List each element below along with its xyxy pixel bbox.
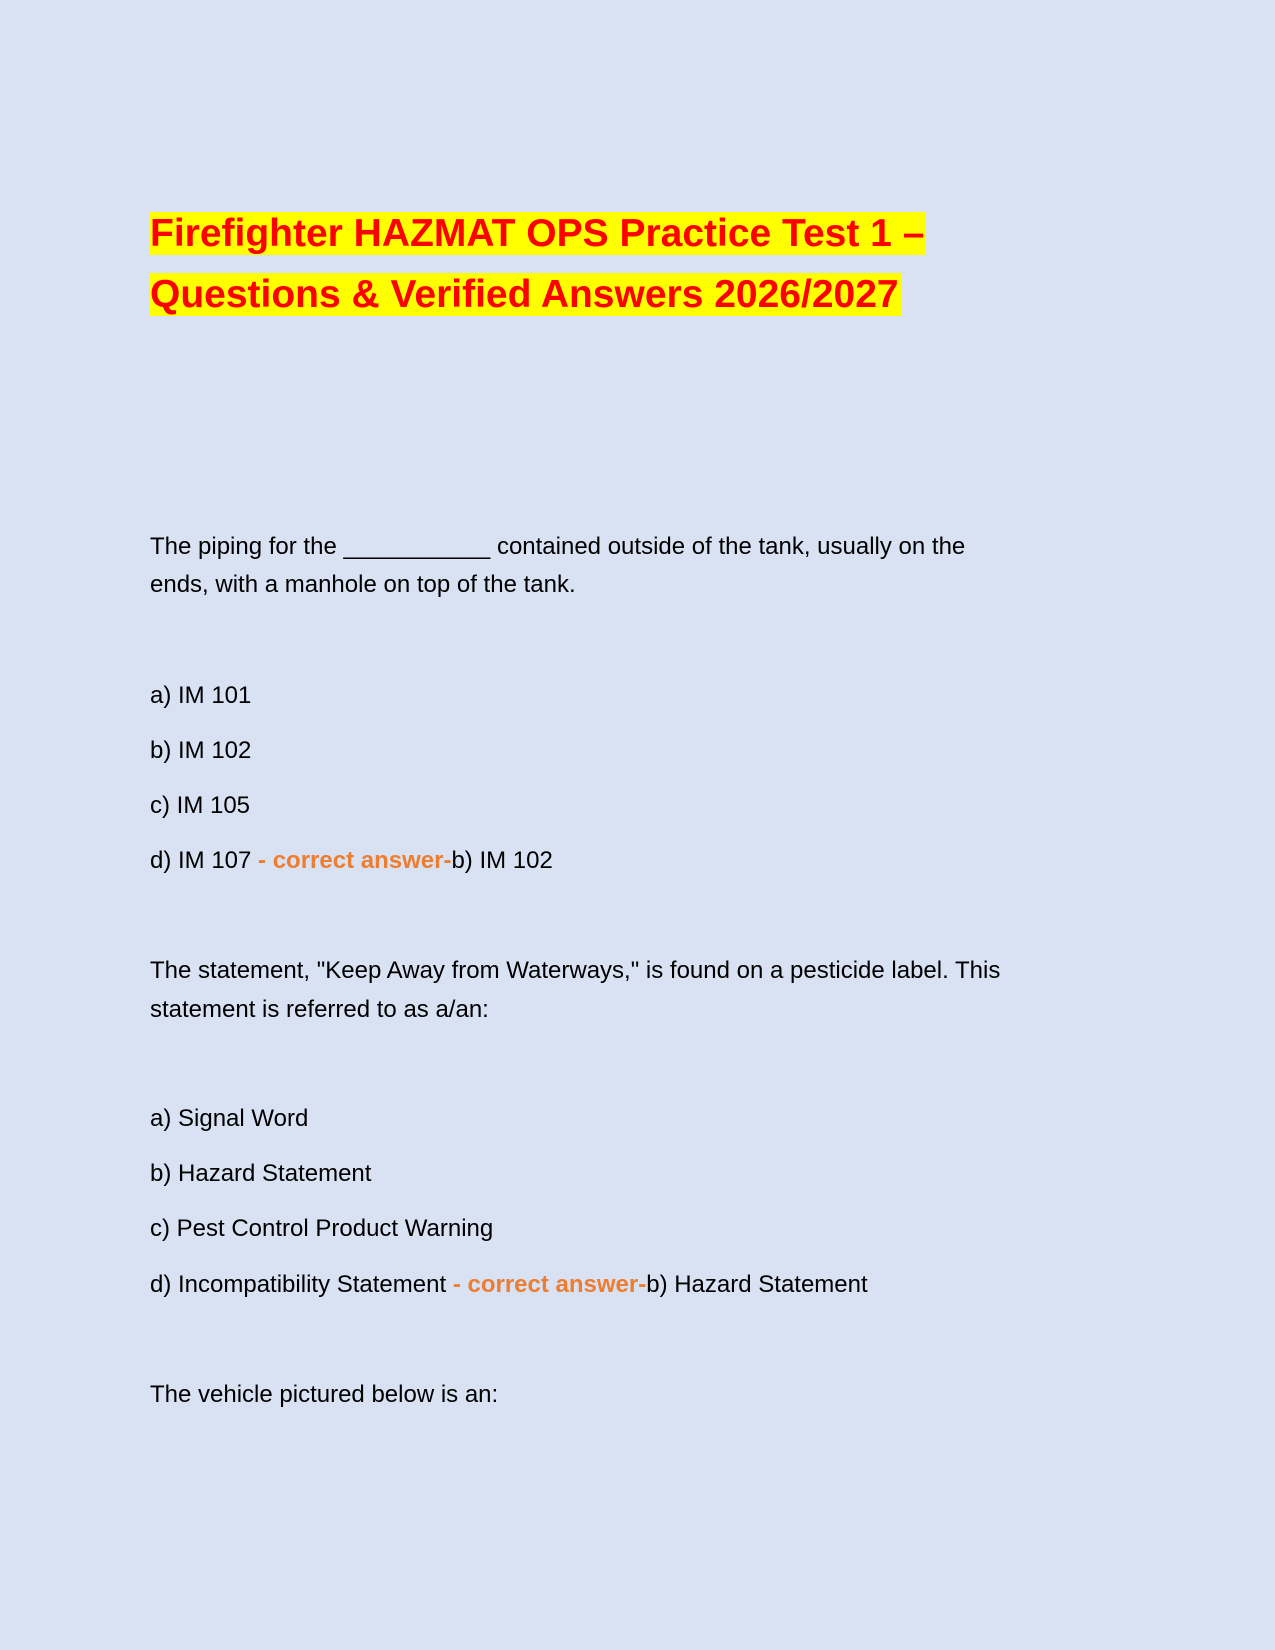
question-2-option-a: a) Signal Word [150, 1105, 309, 1132]
question-1-option-b: b) IM 102 [150, 737, 252, 764]
question-2-text-2: statement is referred to as a/an: [150, 996, 489, 1023]
correct-answer-marker: - correct answer- [452, 1271, 647, 1298]
correct-answer-marker: - correct answer- [258, 847, 452, 874]
document-title-2 [150, 267, 901, 322]
question-2-option-d-row [150, 1271, 868, 1299]
question-1-option-c: c) IM 105 [150, 792, 251, 819]
question-1-option-d: d) IM 107 [150, 847, 259, 874]
question-3-text: The vehicle pictured below is an: [150, 1381, 499, 1408]
title-line-1: Firefighter HAZMAT OPS Practice Test 1 – [150, 212, 925, 255]
title-line-2: Questions & Verified Answers 2026/2027 [150, 273, 899, 316]
question-2-option-b: b) Hazard Statement [150, 1160, 372, 1187]
question-2-option-d: d) Incompatibility Statement [150, 1271, 453, 1298]
question-2-text: The statement, "Keep Away from Waterways," is found on a pesticide label. This [150, 957, 1001, 984]
question-2-option-c: c) Pest Control Product Warning [150, 1215, 494, 1242]
question-1-text: The piping for the ___________ contained outside of the tank, usually on the [150, 533, 966, 560]
question-1-answer: b) IM 102 [451, 847, 553, 874]
question-1-text-2: ends, with a manhole on top of the tank. [150, 571, 576, 598]
question-1-option-a: a) IM 101 [150, 682, 252, 709]
question-1-option-d-row [150, 847, 553, 875]
document-title [150, 206, 926, 261]
question-2-answer: b) Hazard Statement [646, 1271, 868, 1298]
